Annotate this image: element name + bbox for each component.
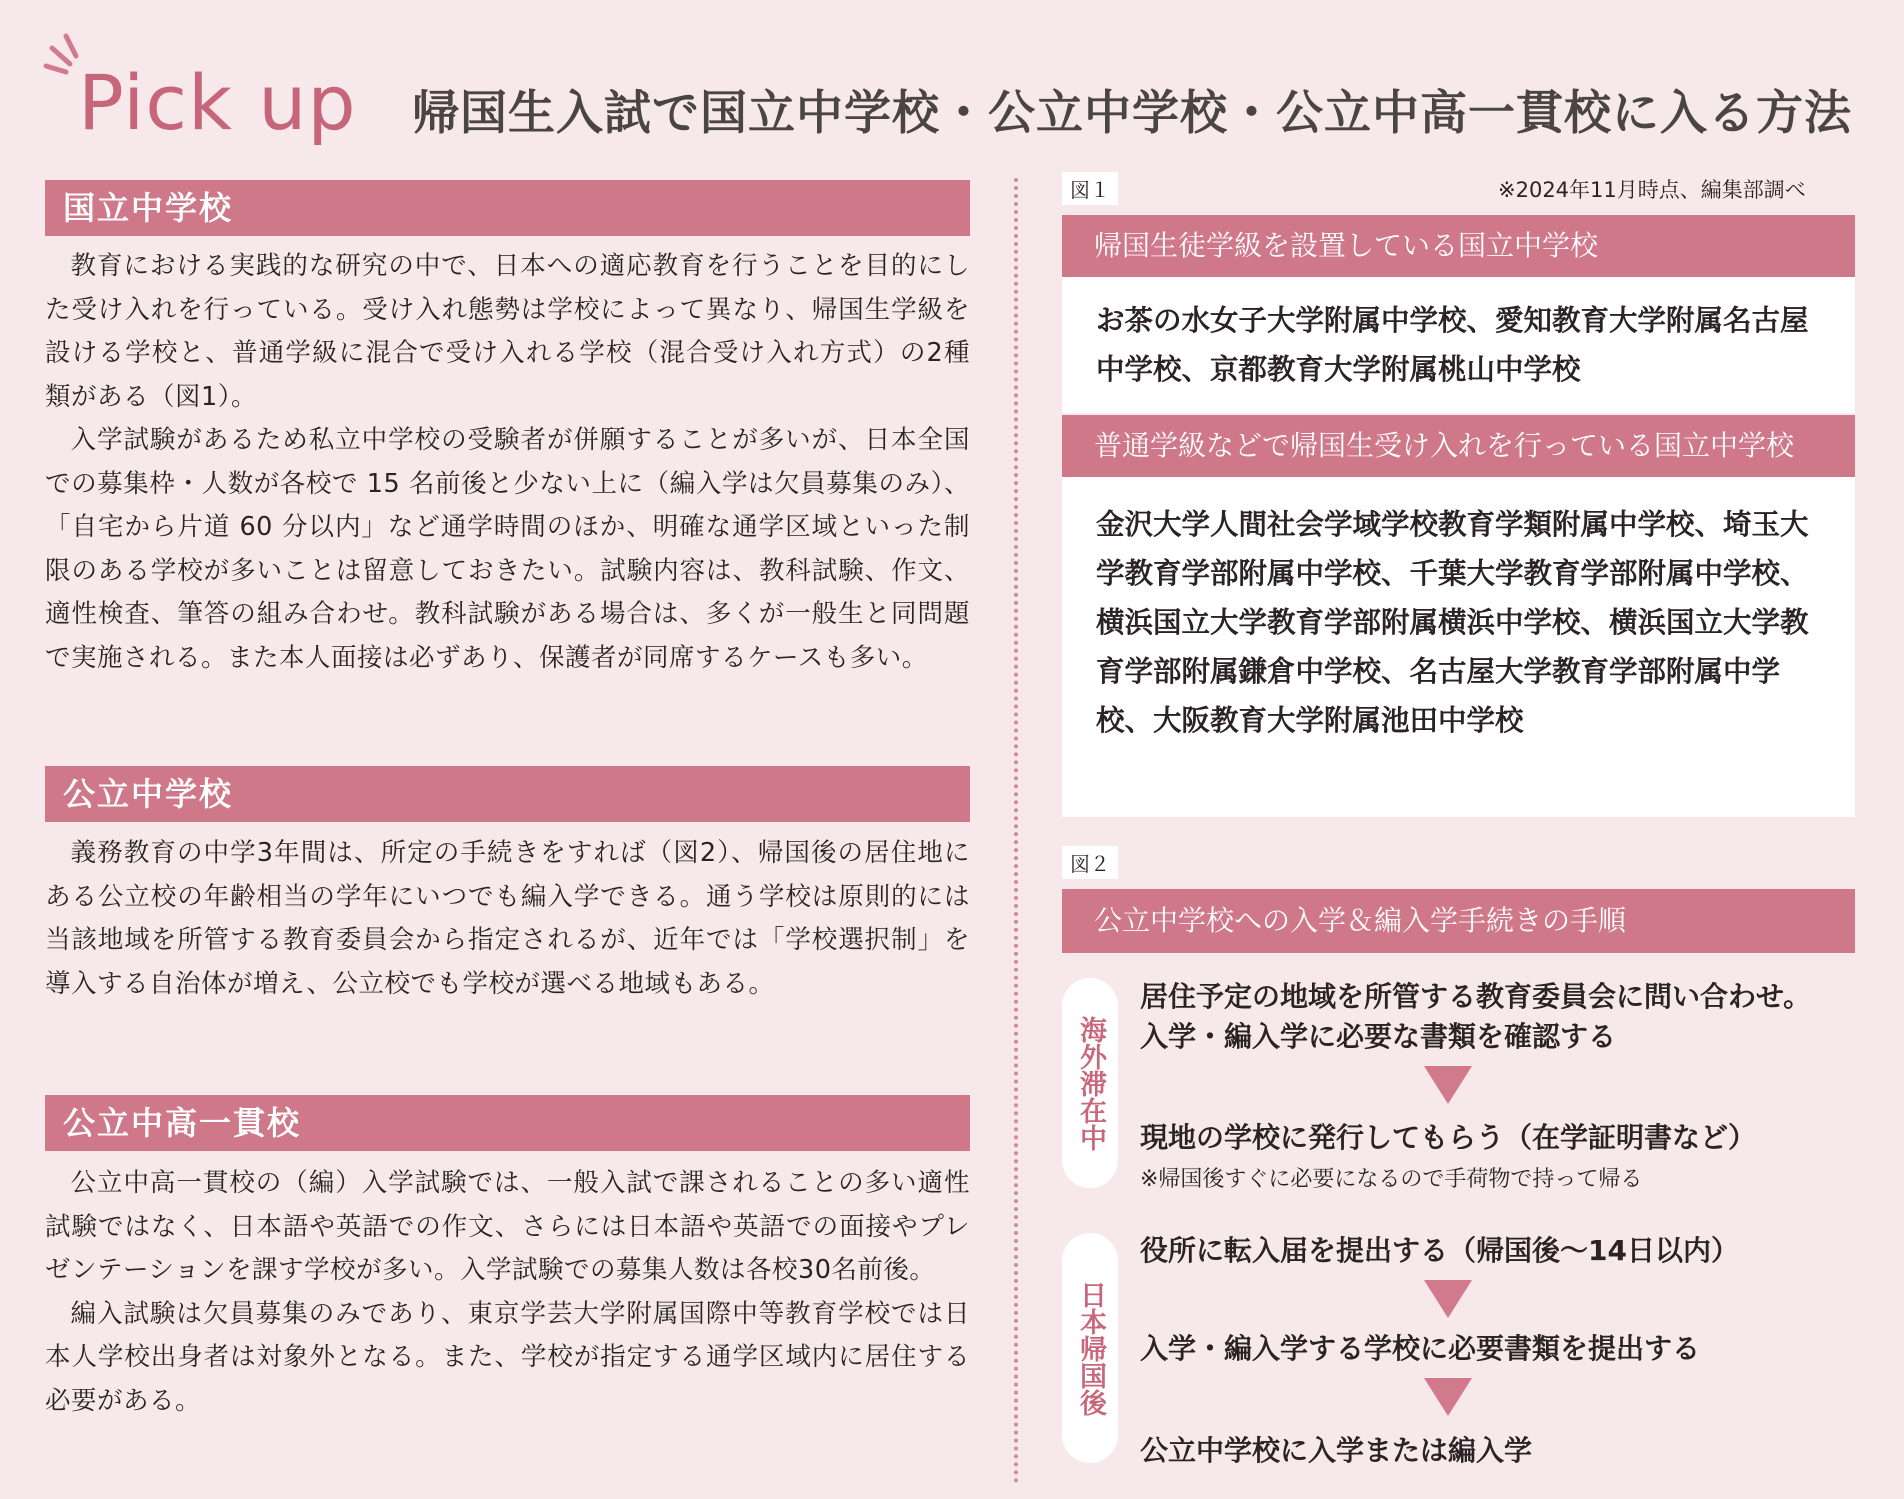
paragraph: 公立中高一貫校の（編）入学試験では、一般入試で課されることの多い適性試験ではなく、日本語や英語での作文、さらには日本語や英語での面接やプレゼンテーションを課す学校が多い。入学試験での募集人数は各校30名前後。	[45, 1168, 970, 1285]
abroad-phase-text: 海外滞在中	[1075, 1015, 1106, 1151]
arrow-down-icon	[1424, 1378, 1472, 1416]
japan-phase-text: 日本帰国後	[1075, 1280, 1106, 1416]
paragraph: 編入試験は欠員募集のみであり、東京学芸大学附属国際中等教育学校では日本人学校出身者は対象外となる。また、学校が指定する通学区域内に居住する必要がある。	[45, 1298, 970, 1416]
figure1-group2-title: 普通学級などで帰国生受け入れを行っている国立中学校	[1062, 415, 1855, 477]
japan-phase-label	[1062, 1233, 1118, 1463]
figure1-group2-schools: 金沢大学人間社会学域学校教育学類附属中学校、埼玉大学教育学部附属中学校、千葉大学教育学部附属中学校、横浜国立大学教育学部附属横浜中学校、横浜国立大学教育学部附属鎌倉中学校、名古屋大学教育学部附属中学校、大阪教育大学附属池田中学校	[1096, 508, 1809, 737]
step1-line2: 入学・編入学に必要な書類を確認する	[1140, 1020, 1617, 1053]
step3: 役所に転入届を提出する（帰国後〜14日以内）	[1140, 1234, 1739, 1267]
step4: 入学・編入学する学校に必要書類を提出する	[1140, 1332, 1701, 1365]
step5: 公立中学校に入学または編入学	[1140, 1434, 1533, 1467]
abroad-phase-label	[1062, 978, 1118, 1188]
step1-line1: 居住予定の地域を所管する教育委員会に問い合わせ。	[1140, 980, 1812, 1013]
section-heading-integrated: 公立中高一貫校	[45, 1095, 970, 1151]
figure1-group1-title: 帰国生徒学級を設置している国立中学校	[1062, 215, 1855, 277]
pickup-logo: Pick up	[78, 58, 357, 147]
section-body-public	[45, 832, 970, 1006]
paragraph: 教育における実践的な研究の中で、日本への適応教育を行うことを目的にした受け入れを行っている。受け入れ態勢は学校によって異なり、帰国生学級を設ける学校と、普通学級に混合で受け入れる学校（混合受け入れ方式）の2種類がある（図1）。	[45, 251, 970, 412]
arrow-down-icon	[1424, 1280, 1472, 1318]
column-divider	[1014, 178, 1018, 1484]
figure1-note: ※2024年11月時点、編集部調べ	[1498, 178, 1806, 202]
section-body-national	[45, 245, 970, 680]
step2-note: ※帰国後すぐに必要になるので手荷物で持って帰る	[1140, 1167, 1643, 1192]
arrow-down-icon	[1424, 1066, 1472, 1104]
section-heading-national: 国立中学校	[45, 180, 970, 236]
figure1-group2-box	[1062, 477, 1855, 817]
section-heading-public: 公立中学校	[45, 766, 970, 822]
section-body-integrated	[45, 1162, 970, 1423]
paragraph: 義務教育の中学3年間は、所定の手続きをすれば（図2）、帰国後の居住地にある公立校の年齢相当の学年にいつでも編入学できる。通う学校は原則的には当該地域を所管する教育委員会から指定されるが、近年では「学校選択制」を導入する自治体が増え、公立校でも学校が選べる地域もある。	[45, 838, 970, 999]
figure2-title: 公立中学校への入学＆編入学手続きの手順	[1062, 889, 1855, 953]
page-title: 帰国生入試で国立中学校・公立中学校・公立中高一貫校に入る方法	[412, 86, 1852, 141]
paragraph: 入学試験があるため私立中学校の受験者が併願することが多いが、日本全国での募集枠・人数が各校で 15 名前後と少ない上に（編入学は欠員募集のみ）、「自宅から片道 60 分以内」など通学時間のほか、明確な通学区域といった制限のある学校が多いことは留意しておきたい。試験内容は、教科試験、作文、適性検査、筆答の組み合わせ。教科試験がある場合は、多くが一般生と同問題で実施される。また本人面接は必ずあり、保護者が同席するケースも多い。	[45, 425, 970, 673]
step2: 現地の学校に発行してもらう（在学証明書など）	[1140, 1121, 1757, 1154]
figure2-label: 図２	[1062, 846, 1118, 879]
figure1-group1-schools: お茶の水女子大学附属中学校、愛知教育大学附属名古屋中学校、京都教育大学附属桃山中学校	[1096, 304, 1809, 386]
figure1-label: 図１	[1062, 172, 1118, 205]
figure1-group1-box	[1062, 277, 1855, 413]
